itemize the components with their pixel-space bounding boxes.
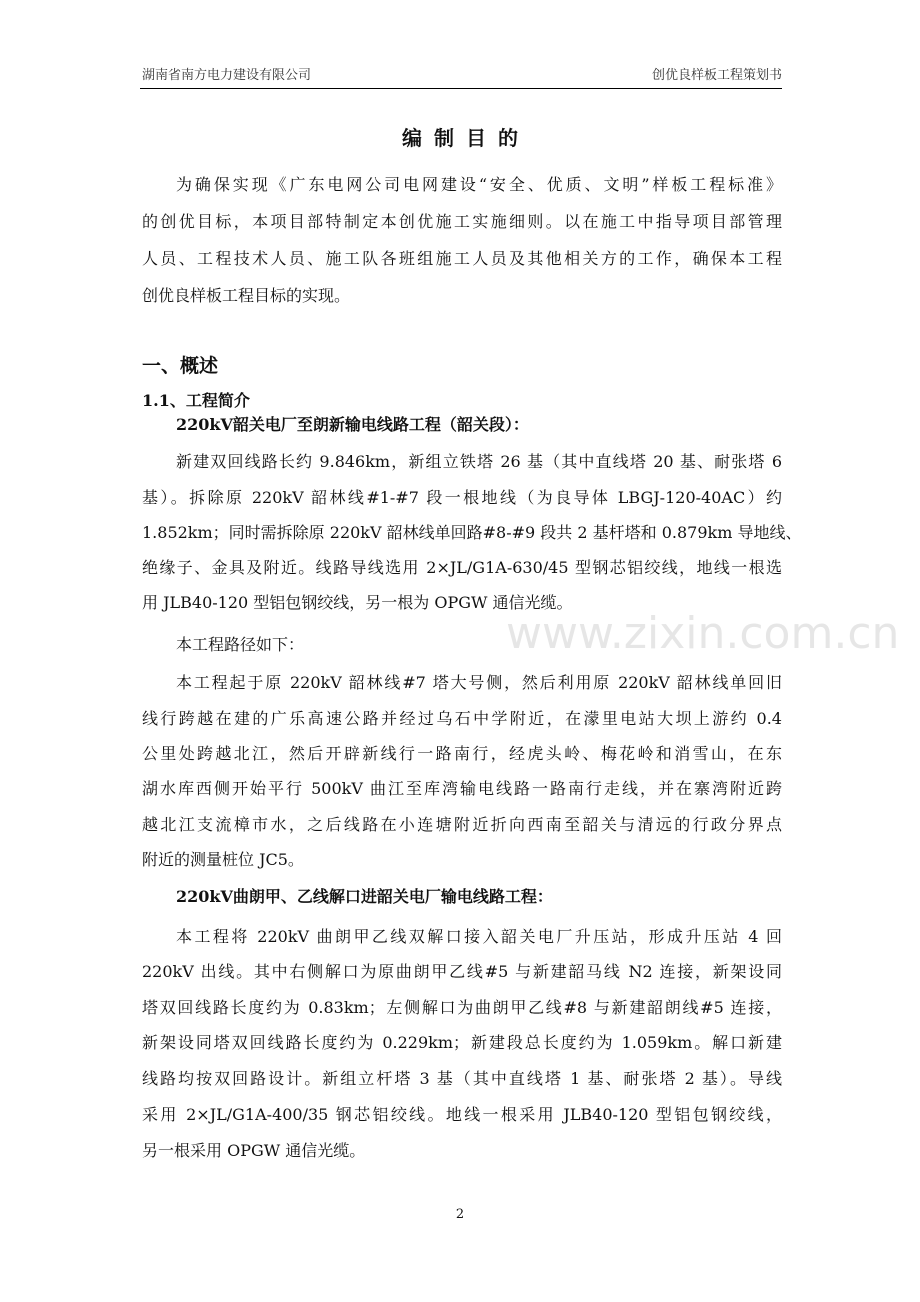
- project2-line: 采用 2×JL/G1A-400/35 钢芯铝绞线。地线一根采用 JLB40-120 型铝包钢绞线，: [142, 1105, 782, 1124]
- project2-line: 新架设同塔双回线路长度约为 0.229km；新建段总长度约为 1.059km。解口新建: [142, 1033, 782, 1052]
- intro-line: 创优良样板工程目标的实现。: [142, 286, 351, 305]
- project1-para1-line: 基）。拆除原 220kV 韶林线#1-#7 段一根地线（为良导体 LBGJ-120-40AC）约: [142, 488, 782, 507]
- project1-para2-line: 公里处跨越北江，然后开辟新线行一路南行，经虎头岭、梅花岭和消雪山，在东: [142, 744, 782, 763]
- intro-line: 的创优目标，本项目部特制定本创优施工实施细则。以在施工中指导项目部管理: [142, 212, 782, 231]
- intro-line: 人员、工程技术人员、施工队各班组施工人员及其他相关方的工作，确保本工程: [142, 249, 782, 268]
- project1-para1-line: 绝缘子、金具及附近。线路导线选用 2×JL/G1A-630/45 型钢芯铝绞线，地线一根选: [142, 558, 782, 577]
- project2-line: 220kV 出线。其中右侧解口为原曲朗甲乙线#5 与新建韶马线 N2 连接，新架设同: [142, 962, 782, 981]
- project1-heading: 220kV韶关电厂至朗新输电线路工程（韶关段）：: [176, 415, 529, 434]
- section-heading: 一、概述: [142, 355, 219, 377]
- project2-line: 另一根采用 OPGW 通信光缆。: [142, 1141, 366, 1160]
- header-doc-name: 创优良样板工程策划书: [651, 68, 782, 83]
- project1-para1-line: 1.852km；同时需拆除原 220kV 韶林线单回路#8-#9 段共 2 基杆塔和 0.879km 导地线、: [142, 523, 802, 542]
- project1-para2-line: 越北江支流樟市水，之后线路在小连塘附近折向西南至韶关与清远的行政分界点: [142, 815, 782, 834]
- project2-line: 线路均按双回路设计。新组立杆塔 3 基（其中直线塔 1 基、耐张塔 2 基）。导线: [142, 1069, 782, 1088]
- intro-line: 为确保实现《广东电网公司电网建设“安全、优质、文明”样板工程标准》: [176, 175, 782, 194]
- project1-para2-line: 湖水库西侧开始平行 500kV 曲江至库湾输电线路一路南行走线，并在寨湾附近跨: [142, 779, 782, 798]
- page-header: [142, 64, 782, 86]
- project1-para2-line: 附近的测量桩位 JC5。: [142, 850, 304, 869]
- page-number: 2: [455, 1207, 465, 1222]
- subsection-heading: 1.1、工程简介: [142, 391, 250, 410]
- route-intro: 本工程路径如下：: [176, 635, 305, 654]
- project1-para1-line: 用 JLB40-120 型铝包钢绞线，另一根为 OPGW 通信光缆。: [142, 593, 573, 612]
- project2-line: 本工程将 220kV 曲朗甲乙线双解口接入韶关电厂升压站，形成升压站 4 回: [176, 927, 782, 946]
- project1-para1-line: 新建双回线路长约 9.846km，新组立铁塔 26 基（其中直线塔 20 基、耐张塔 6: [176, 452, 782, 471]
- project1-para2-line: 本工程起于原 220kV 韶林线#7 塔大号侧，然后利用原 220kV 韶林线单回旧: [176, 673, 782, 692]
- header-company: 湖南省南方电力建设有限公司: [142, 68, 312, 83]
- project2-heading: 220kV曲朗甲、乙线解口进韶关电厂输电线路工程：: [176, 887, 553, 906]
- watermark: www.zixin.com.cn: [506, 608, 900, 659]
- project2-line: 塔双回线路长度约为 0.83km；左侧解口为曲朗甲乙线#8 与新建韶朗线#5 连接，: [142, 998, 782, 1017]
- header-divider: [140, 88, 782, 89]
- project1-para2-line: 线行跨越在建的广乐高速公路并经过乌石中学附近，在濛里电站大坝上游约 0.4: [142, 709, 782, 728]
- page-title: 编制目的: [402, 126, 530, 150]
